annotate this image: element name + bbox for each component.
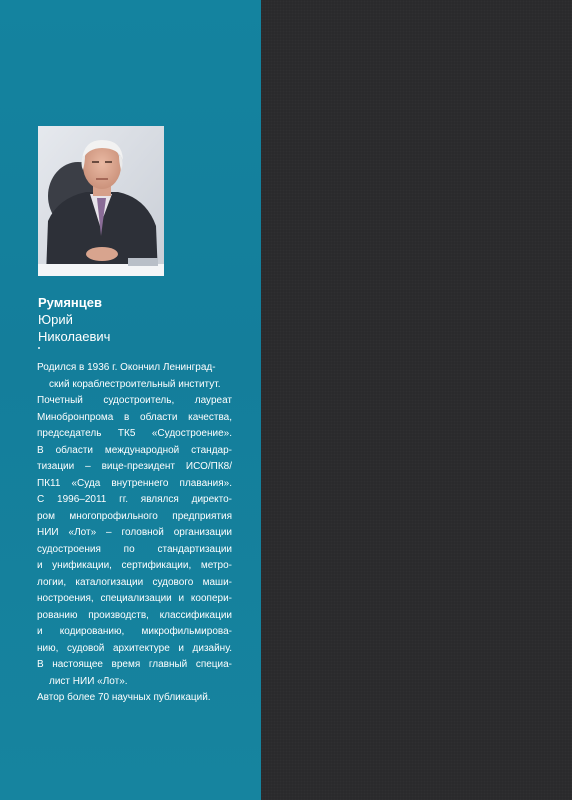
- bio-line: лист НИИ «Лот».: [49, 675, 128, 687]
- bio-line: судостроения по стандартизации: [37, 543, 232, 555]
- bio-line: председатель ТК5 «Судостроение».: [37, 428, 232, 439]
- author-biography: [37, 360, 232, 707]
- bio-line: С 1996–2011 гг. являлся директо-: [37, 494, 232, 505]
- author-surname: Румянцев: [38, 295, 102, 310]
- bio-line: ПК11 «Суда внутреннего плавания».: [37, 477, 232, 489]
- bio-line: Автор более 70 научных публикаций.: [37, 692, 211, 703]
- bio-line: ностроения, специализации и коопери-: [37, 593, 232, 604]
- bio-line: тизации – вице-президент ИСО/ПК8/: [37, 461, 232, 472]
- author-patronymic: Николаевич: [38, 329, 111, 344]
- bio-marker: [38, 347, 40, 349]
- bio-line: рованию производств, классификации: [37, 609, 232, 621]
- bio-line: ром многопрофильного предприятия: [37, 510, 232, 522]
- dark-panel: [261, 0, 572, 800]
- bio-line: и унификации, сертификации, метро-: [37, 560, 232, 571]
- bio-line: НИИ «Лот» – головной организации: [37, 527, 232, 538]
- bio-line: В области международной стандар-: [37, 444, 232, 456]
- bio-line: Минобронпрома в области качества,: [37, 411, 232, 423]
- bio-line: логии, каталогизации судового маши-: [37, 576, 232, 588]
- bio-line: Родился в 1936 г. Окончил Ленинград-: [37, 362, 216, 373]
- bio-line: нию, судовой архитектуре и дизайну.: [37, 642, 232, 654]
- author-name: [38, 294, 248, 345]
- author-first-name: Юрий: [38, 312, 73, 327]
- bio-line: В настоящее время главный специа-: [37, 659, 232, 670]
- bio-line: ский кораблестроительный институт.: [49, 378, 221, 390]
- author-photo: [38, 126, 164, 276]
- bio-line: Почетный судостроитель, лауреат: [37, 395, 232, 406]
- bio-line: и кодированию, микрофильмирова-: [37, 626, 232, 637]
